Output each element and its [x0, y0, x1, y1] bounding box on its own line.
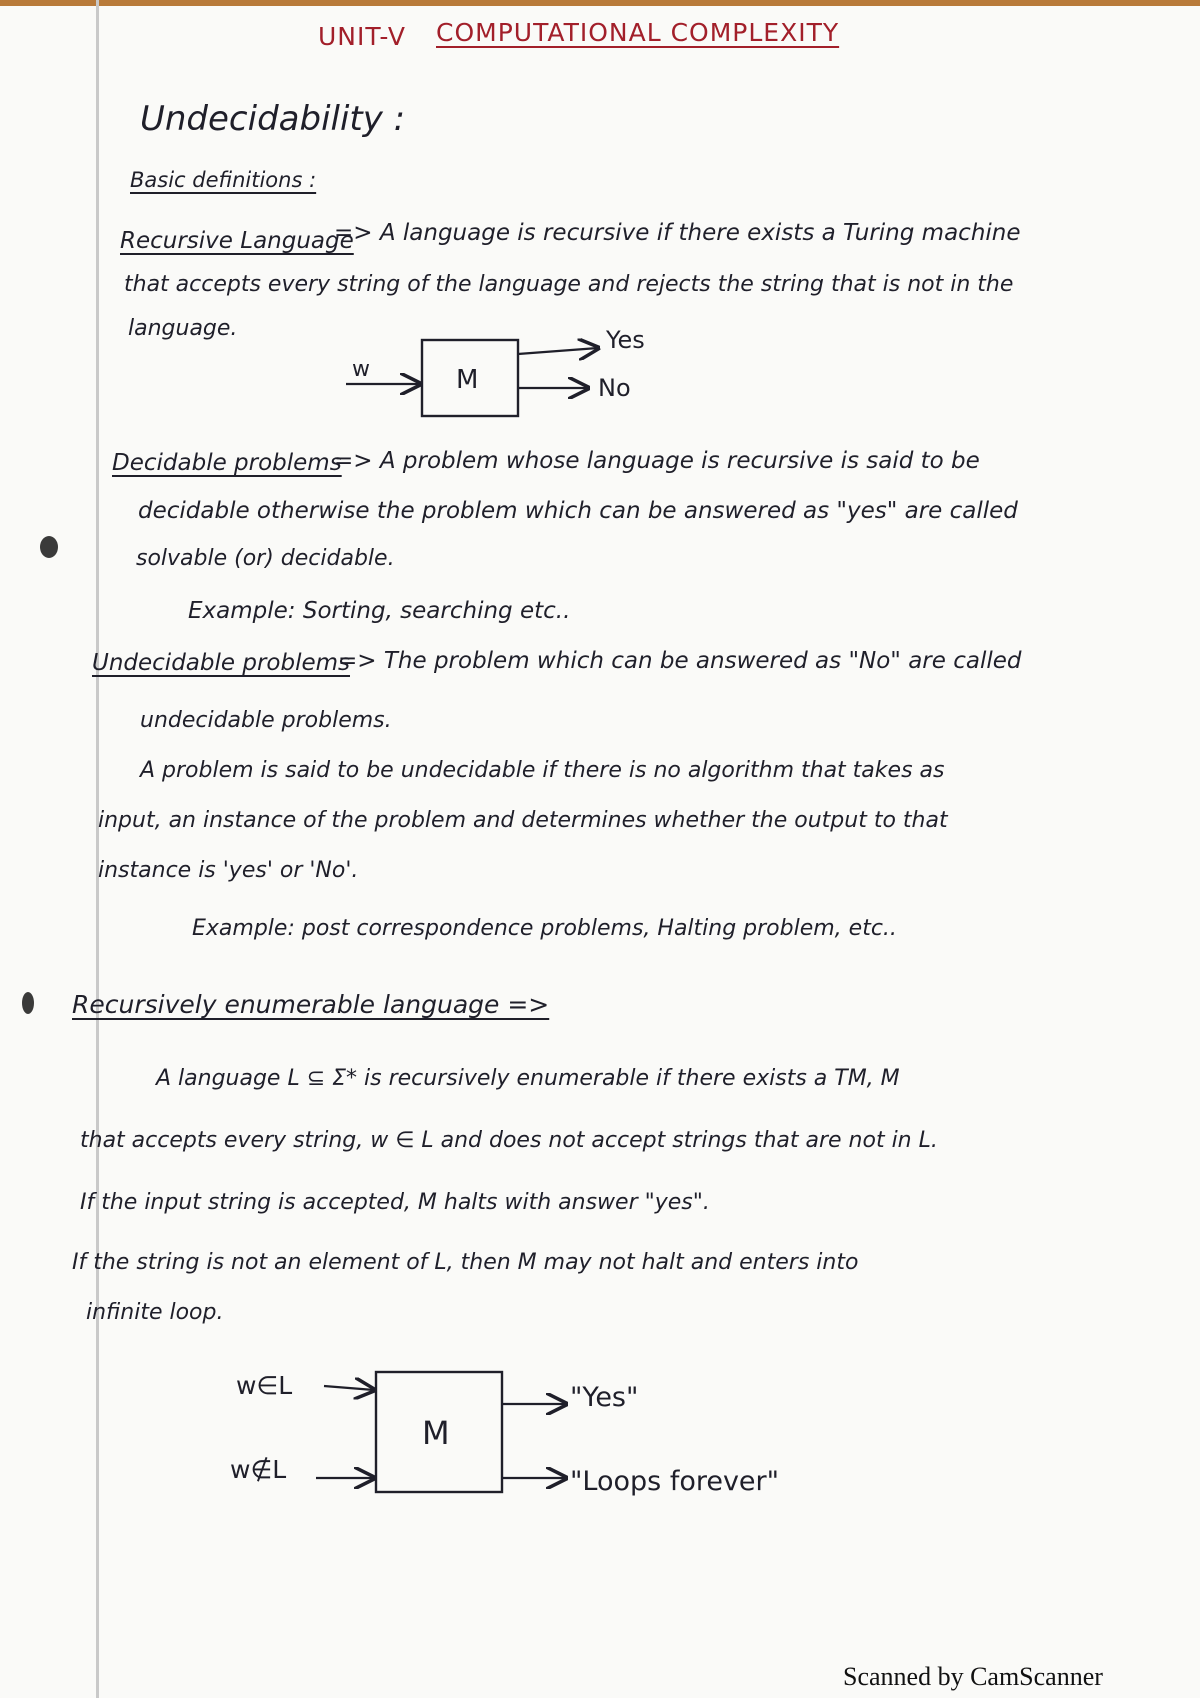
re-line-5: infinite loop.: [86, 1300, 224, 1325]
binder-hole: [22, 992, 34, 1014]
diagram2-loop-label: "Loops forever": [570, 1466, 780, 1497]
diagram2-input2-label: w∉L: [230, 1455, 287, 1484]
undecidable-para-3: instance is 'yes' or 'No'.: [98, 858, 359, 883]
recursive-tm-diagram: [340, 318, 670, 428]
undecidable-line-2: undecidable problems.: [140, 708, 392, 733]
re-line-2: that accepts every string, w ∈ L and does not accept strings that are not in L.: [80, 1128, 938, 1153]
undecidable-para-1: A problem is said to be undecidable if there is no algorithm that takes as: [140, 758, 945, 783]
decidable-line-1: => A problem whose language is recursive is said to be: [334, 448, 980, 474]
title-unit: UNIT-V: [318, 22, 407, 51]
undecidable-line-1: => The problem which can be answered as "No" are called: [338, 648, 1022, 674]
margin-line: [96, 0, 99, 1698]
diagram1-machine-label: M: [456, 365, 479, 395]
label-decidable-problems: Decidable problems: [112, 450, 342, 476]
label-undecidable-problems: Undecidable problems: [92, 650, 350, 676]
heading-re-language: Recursively enumerable language =>: [72, 990, 550, 1019]
diagram2-yes-label: "Yes": [570, 1382, 639, 1413]
accept-input-arrow: [324, 1386, 374, 1390]
diagram1-yes-label: Yes: [606, 326, 645, 354]
heading-undecidability: Undecidability :: [140, 99, 406, 139]
scanner-watermark: Scanned by CamScanner: [843, 1662, 1103, 1691]
undecidable-example: Example: post correspondence problems, Halting problem, etc..: [192, 916, 897, 941]
diagram2-machine-label: M: [422, 1414, 450, 1452]
recursive-line-2: that accepts every string of the language and rejects the string that is not in the: [124, 272, 1014, 297]
page-top-edge: [0, 0, 1200, 6]
re-line-3: If the input string is accepted, M halts with answer "yes".: [80, 1190, 710, 1215]
decidable-line-2: decidable otherwise the problem which can be answered as "yes" are called: [138, 498, 1018, 524]
label-recursive-language: Recursive Language: [120, 228, 354, 254]
undecidable-para-2: input, an instance of the problem and determines whether the output to that: [98, 808, 948, 833]
recursive-line-1: => A language is recursive if there exists a Turing machine: [334, 220, 1021, 246]
re-tm-diagram: [230, 1360, 830, 1530]
diagram1-input-label: w: [352, 357, 370, 382]
heading-basic-definitions: Basic definitions :: [130, 168, 317, 192]
re-line-4: If the string is not an element of L, then M may not halt and enters into: [72, 1250, 859, 1275]
title-subject: COMPUTATIONAL COMPLEXITY: [436, 18, 840, 47]
yes-arrow: [518, 348, 598, 354]
diagram1-no-label: No: [598, 374, 631, 402]
decidable-example: Example: Sorting, searching etc..: [188, 598, 571, 624]
recursive-line-3: language.: [128, 316, 238, 341]
re-line-1: A language L ⊆ Σ* is recursively enumerable if there exists a TM, M: [156, 1066, 900, 1091]
diagram2-input1-label: w∈L: [236, 1371, 293, 1400]
binder-hole: [40, 536, 58, 558]
decidable-line-3: solvable (or) decidable.: [136, 546, 395, 571]
